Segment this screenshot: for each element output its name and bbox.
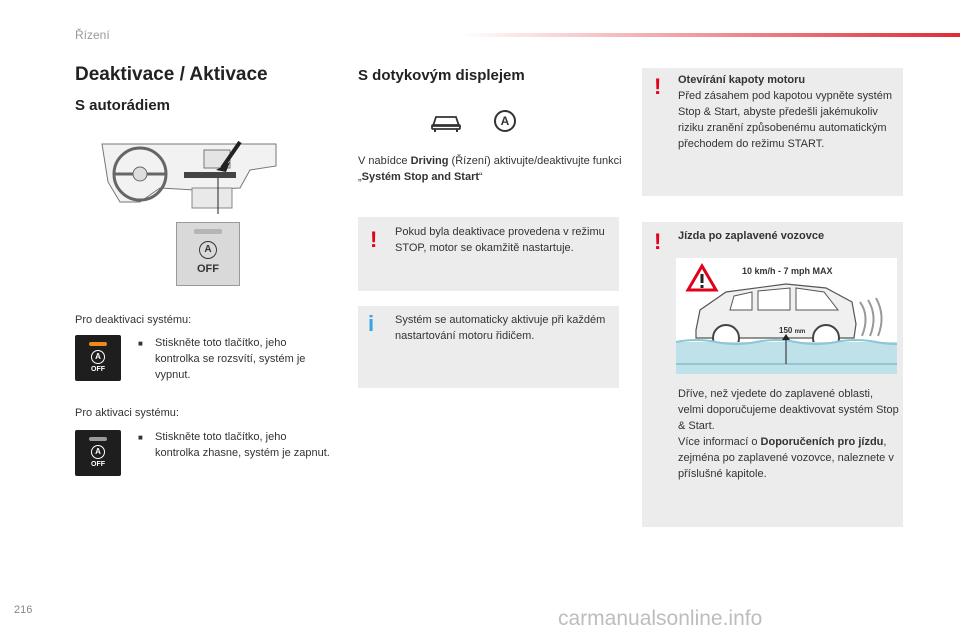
warning-icon: ! — [654, 74, 662, 99]
hood-text: Před zásahem pod kapotou vypněte systém Stop & Start, abyste předešli jakémukoliv riziku zranění způsobenému automatickým přechodem do režimu START. — [678, 90, 893, 150]
flood-title: Jízda po zaplavené vozovce — [678, 230, 825, 242]
lamp-on-indicator — [89, 342, 107, 346]
watermark: carmanualsonline.info — [558, 607, 763, 630]
info-icon: i — [368, 311, 375, 336]
button-lamp-on — [75, 335, 121, 381]
dashboard-illustration — [100, 132, 280, 214]
stop-start-button-large — [176, 222, 240, 286]
auto-a-icon: A — [91, 445, 105, 459]
lamp-off-indicator — [89, 437, 107, 441]
page-title: Deaktivace / Aktivace — [75, 64, 268, 85]
activate-instruction: Stiskněte toto tlačítko, jeho kontrolka zhasne, systém je zapnut. — [155, 431, 330, 459]
warning-icon: ! — [654, 229, 662, 254]
page-number: 216 — [14, 604, 33, 616]
auto-a-icon: A — [199, 241, 217, 259]
bullet-icon: ■ — [138, 433, 143, 442]
speed-limit-label: 10 km/h - 7 mph MAX — [742, 266, 833, 276]
section-title: Řízení — [75, 28, 110, 42]
auto-a-icon: A — [91, 350, 105, 364]
off-label: OFF — [197, 263, 219, 275]
car-icon — [430, 110, 462, 134]
off-label: OFF — [91, 461, 105, 468]
depth-label: 150 mm — [779, 326, 806, 335]
flood-illustration — [676, 258, 897, 374]
subtitle-touchscreen: S dotykovým displejem — [358, 67, 525, 84]
warning-restart-text: Pokud byla deaktivace provedena v režimu STOP, motor se okamžitě nastartuje. — [395, 226, 605, 254]
header-rule — [460, 33, 960, 37]
off-label: OFF — [91, 366, 105, 373]
activate-intro: Pro aktivaci systému: — [75, 407, 179, 419]
menu-instruction: V nabídce Driving (Řízení) aktivujte/deaktivujte funkci „Systém Stop and Start“ — [358, 155, 622, 183]
flood-advice-text: Dříve, než vjedete do zaplavené oblasti, velmi doporučujeme deaktivovat systém Stop & Start. — [678, 388, 899, 432]
auto-a-icon: A — [494, 110, 516, 132]
indicator-lamp — [194, 229, 222, 234]
bullet-icon: ■ — [138, 339, 143, 348]
hood-title: Otevírání kapoty motoru — [678, 74, 806, 86]
warning-icon: ! — [370, 227, 378, 252]
info-text: Systém se automaticky aktivuje při každém nastartování motoru řidičem. — [395, 314, 606, 342]
deactivate-instruction: Stiskněte toto tlačítko, jeho kontrolka se rozsvítí, systém je vypnut. — [155, 337, 306, 381]
button-lamp-off — [75, 430, 121, 476]
flood-reference-text: Více informací o Doporučeních pro jízdu, zejména po zaplavené vozovce, naleznete v příslušné kapitole. — [678, 436, 894, 480]
subtitle-radio: S autorádiem — [75, 97, 171, 114]
deactivate-intro: Pro deaktivaci systému: — [75, 314, 192, 326]
